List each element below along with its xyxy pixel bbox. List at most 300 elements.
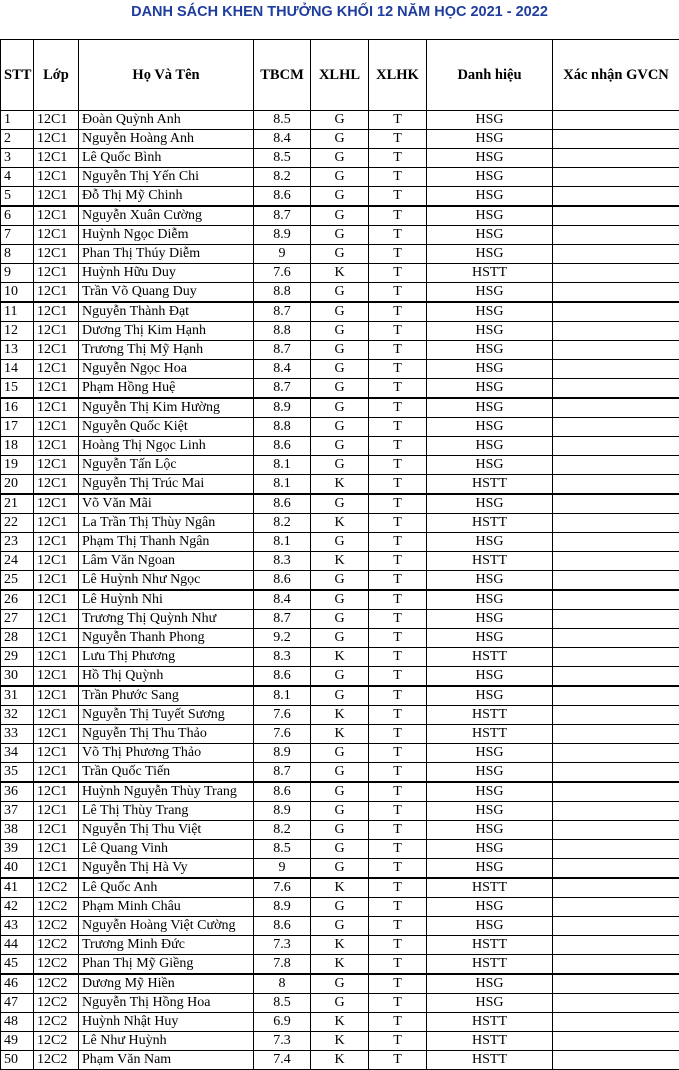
table-row <box>1 744 679 763</box>
cell-class: 12C1 <box>34 283 79 303</box>
cell-class: 12C1 <box>34 149 79 168</box>
table-row <box>1 648 679 667</box>
cell-xlhl: G <box>311 245 369 264</box>
cell-class: 12C1 <box>34 322 79 341</box>
cell-stt: 46 <box>1 974 34 994</box>
table-row <box>1 782 679 802</box>
cell-teacher-confirm <box>553 533 679 552</box>
table-row <box>1 418 679 437</box>
cell-xlhl: G <box>311 494 369 514</box>
cell-class: 12C1 <box>34 494 79 514</box>
cell-xlhl: K <box>311 725 369 744</box>
cell-xlhl: G <box>311 898 369 917</box>
cell-class: 12C2 <box>34 898 79 917</box>
cell-xlhk: T <box>369 782 427 802</box>
cell-xlhk: T <box>369 1051 427 1070</box>
cell-stt: 22 <box>1 514 34 533</box>
cell-xlhl: G <box>311 322 369 341</box>
cell-tbcm: 7.3 <box>254 1032 311 1051</box>
cell-xlhl: K <box>311 514 369 533</box>
table-row <box>1 437 679 456</box>
cell-xlhk: T <box>369 552 427 571</box>
cell-tbcm: 8.7 <box>254 341 311 360</box>
cell-name: Huỳnh Nguyễn Thùy Trang <box>79 782 254 802</box>
cell-name: Huỳnh Hữu Duy <box>79 264 254 283</box>
cell-tbcm: 8.7 <box>254 763 311 783</box>
cell-tbcm: 8.4 <box>254 130 311 149</box>
cell-tbcm: 8.3 <box>254 552 311 571</box>
cell-tbcm: 9.2 <box>254 629 311 648</box>
cell-title: HSG <box>427 379 553 399</box>
cell-name: Trần Phước Sang <box>79 686 254 706</box>
cell-xlhk: T <box>369 341 427 360</box>
cell-xlhk: T <box>369 763 427 783</box>
cell-teacher-confirm <box>553 763 679 783</box>
cell-xlhl: G <box>311 130 369 149</box>
cell-xlhl: G <box>311 226 369 245</box>
cell-stt: 26 <box>1 590 34 610</box>
cell-name: Phạm Thị Thanh Ngân <box>79 533 254 552</box>
cell-teacher-confirm <box>553 782 679 802</box>
cell-xlhk: T <box>369 1032 427 1051</box>
cell-name: Nguyễn Ngọc Hoa <box>79 360 254 379</box>
cell-xlhk: T <box>369 226 427 245</box>
cell-stt: 10 <box>1 283 34 303</box>
cell-xlhk: T <box>369 168 427 187</box>
cell-class: 12C1 <box>34 744 79 763</box>
cell-class: 12C1 <box>34 840 79 859</box>
cell-name: Phạm Minh Châu <box>79 898 254 917</box>
cell-xlhl: K <box>311 706 369 725</box>
table-row <box>1 590 679 610</box>
table-row <box>1 168 679 187</box>
table-row <box>1 667 679 687</box>
cell-class: 12C1 <box>34 245 79 264</box>
cell-name: Dương Thị Kim Hạnh <box>79 322 254 341</box>
cell-title: HSG <box>427 821 553 840</box>
cell-name: Lê Quốc Anh <box>79 878 254 898</box>
cell-title: HSG <box>427 130 553 149</box>
cell-name: Nguyễn Hoàng Việt Cường <box>79 917 254 936</box>
cell-title: HSG <box>427 398 553 418</box>
cell-class: 12C2 <box>34 1051 79 1070</box>
cell-title: HSG <box>427 974 553 994</box>
cell-stt: 38 <box>1 821 34 840</box>
cell-class: 12C1 <box>34 168 79 187</box>
cell-teacher-confirm <box>553 917 679 936</box>
cell-name: Nguyễn Thị Kim Hường <box>79 398 254 418</box>
cell-xlhl: G <box>311 111 369 130</box>
cell-xlhl: G <box>311 187 369 207</box>
cell-tbcm: 8.6 <box>254 667 311 687</box>
cell-teacher-confirm <box>553 283 679 303</box>
cell-stt: 18 <box>1 437 34 456</box>
table-row <box>1 187 679 207</box>
cell-tbcm: 7.8 <box>254 955 311 975</box>
cell-class: 12C1 <box>34 206 79 226</box>
table-row <box>1 514 679 533</box>
cell-teacher-confirm <box>553 667 679 687</box>
cell-xlhl: G <box>311 802 369 821</box>
cell-tbcm: 8.9 <box>254 226 311 245</box>
cell-tbcm: 7.6 <box>254 878 311 898</box>
cell-class: 12C1 <box>34 859 79 879</box>
cell-title: HSG <box>427 302 553 322</box>
cell-name: Trương Thị Mỹ Hạnh <box>79 341 254 360</box>
cell-tbcm: 8.3 <box>254 648 311 667</box>
cell-stt: 39 <box>1 840 34 859</box>
cell-teacher-confirm <box>553 821 679 840</box>
cell-stt: 49 <box>1 1032 34 1051</box>
cell-xlhl: G <box>311 149 369 168</box>
cell-stt: 14 <box>1 360 34 379</box>
cell-xlhl: G <box>311 206 369 226</box>
cell-name: Lê Huỳnh Nhi <box>79 590 254 610</box>
cell-tbcm: 8.6 <box>254 494 311 514</box>
cell-teacher-confirm <box>553 341 679 360</box>
cell-stt: 37 <box>1 802 34 821</box>
cell-xlhl: G <box>311 994 369 1013</box>
cell-xlhk: T <box>369 360 427 379</box>
cell-stt: 20 <box>1 475 34 495</box>
cell-teacher-confirm <box>553 111 679 130</box>
cell-class: 12C2 <box>34 1032 79 1051</box>
cell-name: Phan Thị Mỹ Giềng <box>79 955 254 975</box>
table-row <box>1 283 679 303</box>
cell-stt: 25 <box>1 571 34 591</box>
cell-class: 12C1 <box>34 514 79 533</box>
cell-name: Phạm Hồng Huệ <box>79 379 254 399</box>
cell-title: HSG <box>427 283 553 303</box>
col-header-tbcm: TBCM <box>254 40 311 111</box>
cell-teacher-confirm <box>553 187 679 207</box>
table-row <box>1 206 679 226</box>
cell-xlhk: T <box>369 917 427 936</box>
page-title: DANH SÁCH KHEN THƯỞNG KHỐI 12 NĂM HỌC 2021 - 2022 <box>0 0 679 24</box>
cell-tbcm: 8.9 <box>254 802 311 821</box>
cell-xlhl: K <box>311 936 369 955</box>
cell-xlhl: K <box>311 552 369 571</box>
cell-tbcm: 8.5 <box>254 149 311 168</box>
cell-title: HSG <box>427 360 553 379</box>
cell-title: HSG <box>427 437 553 456</box>
cell-class: 12C2 <box>34 878 79 898</box>
table-row <box>1 955 679 975</box>
cell-class: 12C1 <box>34 725 79 744</box>
table-row <box>1 494 679 514</box>
cell-title: HSG <box>427 456 553 475</box>
table-row <box>1 322 679 341</box>
cell-xlhl: K <box>311 264 369 283</box>
cell-name: Nguyễn Thị Hà Vy <box>79 859 254 879</box>
cell-title: HSTT <box>427 475 553 495</box>
cell-stt: 41 <box>1 878 34 898</box>
cell-teacher-confirm <box>553 974 679 994</box>
cell-stt: 31 <box>1 686 34 706</box>
cell-stt: 30 <box>1 667 34 687</box>
cell-tbcm: 8.6 <box>254 187 311 207</box>
cell-xlhl: G <box>311 571 369 591</box>
cell-teacher-confirm <box>553 130 679 149</box>
cell-xlhk: T <box>369 187 427 207</box>
cell-teacher-confirm <box>553 475 679 495</box>
cell-xlhk: T <box>369 206 427 226</box>
cell-class: 12C1 <box>34 418 79 437</box>
cell-tbcm: 7.6 <box>254 725 311 744</box>
cell-teacher-confirm <box>553 398 679 418</box>
cell-teacher-confirm <box>553 437 679 456</box>
cell-teacher-confirm <box>553 744 679 763</box>
cell-xlhl: G <box>311 974 369 994</box>
cell-teacher-confirm <box>553 418 679 437</box>
cell-name: Lê Thị Thùy Trang <box>79 802 254 821</box>
cell-name: Lưu Thị Phương <box>79 648 254 667</box>
table-row <box>1 1013 679 1032</box>
cell-tbcm: 8.7 <box>254 610 311 629</box>
cell-name: Nguyễn Quốc Kiệt <box>79 418 254 437</box>
cell-tbcm: 8.5 <box>254 994 311 1013</box>
cell-xlhk: T <box>369 245 427 264</box>
table-row <box>1 302 679 322</box>
cell-title: HSTT <box>427 552 553 571</box>
cell-tbcm: 8.4 <box>254 360 311 379</box>
cell-stt: 16 <box>1 398 34 418</box>
cell-tbcm: 8.1 <box>254 533 311 552</box>
cell-xlhl: K <box>311 1051 369 1070</box>
cell-stt: 8 <box>1 245 34 264</box>
cell-class: 12C1 <box>34 552 79 571</box>
cell-xlhk: T <box>369 706 427 725</box>
table-row <box>1 821 679 840</box>
cell-stt: 13 <box>1 341 34 360</box>
cell-xlhk: T <box>369 840 427 859</box>
cell-name: Trương Minh Đức <box>79 936 254 955</box>
cell-xlhk: T <box>369 648 427 667</box>
cell-xlhl: K <box>311 1032 369 1051</box>
cell-teacher-confirm <box>553 379 679 399</box>
cell-teacher-confirm <box>553 1013 679 1032</box>
cell-name: Võ Thị Phương Thảo <box>79 744 254 763</box>
cell-xlhk: T <box>369 322 427 341</box>
cell-name: Lâm Văn Ngoan <box>79 552 254 571</box>
col-header-title: Danh hiệu <box>427 40 553 111</box>
cell-class: 12C1 <box>34 302 79 322</box>
col-header-xlhk: XLHK <box>369 40 427 111</box>
cell-stt: 17 <box>1 418 34 437</box>
table-row <box>1 552 679 571</box>
cell-xlhl: G <box>311 744 369 763</box>
cell-stt: 33 <box>1 725 34 744</box>
cell-xlhl: G <box>311 821 369 840</box>
col-header-class: Lớp <box>34 40 79 111</box>
cell-tbcm: 7.6 <box>254 264 311 283</box>
table-row <box>1 706 679 725</box>
cell-xlhl: G <box>311 456 369 475</box>
cell-tbcm: 8.5 <box>254 111 311 130</box>
cell-title: HSTT <box>427 878 553 898</box>
cell-name: Lê Như Huỳnh <box>79 1032 254 1051</box>
cell-stt: 15 <box>1 379 34 399</box>
cell-stt: 5 <box>1 187 34 207</box>
cell-tbcm: 7.6 <box>254 706 311 725</box>
cell-stt: 12 <box>1 322 34 341</box>
table-body <box>1 111 679 1070</box>
cell-xlhl: G <box>311 840 369 859</box>
cell-class: 12C1 <box>34 341 79 360</box>
cell-name: Nguyễn Thanh Phong <box>79 629 254 648</box>
cell-xlhk: T <box>369 974 427 994</box>
cell-class: 12C1 <box>34 475 79 495</box>
table-row <box>1 610 679 629</box>
table-row <box>1 245 679 264</box>
table-row <box>1 456 679 475</box>
cell-stt: 3 <box>1 149 34 168</box>
cell-stt: 1 <box>1 111 34 130</box>
cell-teacher-confirm <box>553 245 679 264</box>
cell-xlhl: G <box>311 610 369 629</box>
cell-xlhk: T <box>369 264 427 283</box>
cell-xlhl: K <box>311 955 369 975</box>
cell-class: 12C1 <box>34 111 79 130</box>
cell-xlhl: G <box>311 667 369 687</box>
cell-stt: 11 <box>1 302 34 322</box>
cell-xlhl: K <box>311 878 369 898</box>
cell-tbcm: 8.9 <box>254 898 311 917</box>
cell-name: Đỗ Thị Mỹ Chinh <box>79 187 254 207</box>
cell-name: Nguyễn Tấn Lộc <box>79 456 254 475</box>
cell-class: 12C1 <box>34 571 79 591</box>
cell-class: 12C2 <box>34 1013 79 1032</box>
cell-name: Lê Quốc Bình <box>79 149 254 168</box>
cell-xlhk: T <box>369 936 427 955</box>
cell-stt: 35 <box>1 763 34 783</box>
cell-class: 12C1 <box>34 130 79 149</box>
cell-stt: 34 <box>1 744 34 763</box>
cell-xlhk: T <box>369 533 427 552</box>
table-row <box>1 130 679 149</box>
cell-title: HSG <box>427 226 553 245</box>
cell-name: Huỳnh Nhật Huy <box>79 1013 254 1032</box>
cell-title: HSG <box>427 590 553 610</box>
cell-xlhk: T <box>369 821 427 840</box>
cell-stt: 43 <box>1 917 34 936</box>
cell-stt: 42 <box>1 898 34 917</box>
table-row <box>1 475 679 495</box>
cell-stt: 29 <box>1 648 34 667</box>
cell-stt: 50 <box>1 1051 34 1070</box>
cell-name: Nguyễn Hoàng Anh <box>79 130 254 149</box>
cell-title: HSG <box>427 245 553 264</box>
table-row <box>1 341 679 360</box>
cell-class: 12C2 <box>34 955 79 975</box>
table-row <box>1 264 679 283</box>
cell-name: Võ Văn Mãi <box>79 494 254 514</box>
cell-title: HSG <box>427 686 553 706</box>
cell-stt: 45 <box>1 955 34 975</box>
cell-name: Trần Quốc Tiến <box>79 763 254 783</box>
cell-title: HSG <box>427 111 553 130</box>
cell-teacher-confirm <box>553 648 679 667</box>
cell-teacher-confirm <box>553 571 679 591</box>
cell-xlhk: T <box>369 398 427 418</box>
table-row <box>1 149 679 168</box>
cell-title: HSG <box>427 629 553 648</box>
table-row <box>1 994 679 1013</box>
cell-class: 12C1 <box>34 360 79 379</box>
cell-title: HSTT <box>427 1013 553 1032</box>
cell-title: HSG <box>427 667 553 687</box>
cell-teacher-confirm <box>553 936 679 955</box>
cell-xlhk: T <box>369 744 427 763</box>
cell-name: Nguyễn Thị Trúc Mai <box>79 475 254 495</box>
cell-tbcm: 7.3 <box>254 936 311 955</box>
cell-stt: 23 <box>1 533 34 552</box>
cell-name: Nguyễn Thành Đạt <box>79 302 254 322</box>
cell-xlhk: T <box>369 994 427 1013</box>
cell-teacher-confirm <box>553 149 679 168</box>
cell-title: HSTT <box>427 706 553 725</box>
cell-xlhk: T <box>369 571 427 591</box>
cell-xlhk: T <box>369 149 427 168</box>
table-row <box>1 571 679 591</box>
table-row <box>1 898 679 917</box>
cell-class: 12C2 <box>34 917 79 936</box>
cell-title: HSG <box>427 322 553 341</box>
table-row <box>1 686 679 706</box>
cell-name: Hoàng Thị Ngọc Linh <box>79 437 254 456</box>
cell-class: 12C1 <box>34 763 79 783</box>
cell-tbcm: 8.1 <box>254 456 311 475</box>
cell-teacher-confirm <box>553 859 679 879</box>
cell-title: HSTT <box>427 725 553 744</box>
cell-teacher-confirm <box>553 725 679 744</box>
cell-name: Hồ Thị Quỳnh <box>79 667 254 687</box>
cell-xlhk: T <box>369 1013 427 1032</box>
cell-xlhl: G <box>311 379 369 399</box>
cell-title: HSG <box>427 763 553 783</box>
col-header-name: Họ Và Tên <box>79 40 254 111</box>
cell-tbcm: 8.7 <box>254 379 311 399</box>
cell-name: Nguyễn Thị Tuyết Sương <box>79 706 254 725</box>
cell-teacher-confirm <box>553 302 679 322</box>
cell-class: 12C2 <box>34 936 79 955</box>
cell-title: HSTT <box>427 264 553 283</box>
cell-class: 12C1 <box>34 610 79 629</box>
cell-xlhk: T <box>369 283 427 303</box>
cell-title: HSG <box>427 917 553 936</box>
cell-class: 12C1 <box>34 706 79 725</box>
cell-xlhk: T <box>369 456 427 475</box>
cell-stt: 19 <box>1 456 34 475</box>
cell-title: HSTT <box>427 1051 553 1070</box>
cell-xlhl: G <box>311 859 369 879</box>
cell-xlhk: T <box>369 898 427 917</box>
cell-xlhk: T <box>369 610 427 629</box>
cell-teacher-confirm <box>553 514 679 533</box>
cell-name: Phan Thị Thúy Diễm <box>79 245 254 264</box>
cell-tbcm: 8.7 <box>254 206 311 226</box>
cell-stt: 4 <box>1 168 34 187</box>
cell-name: Phạm Văn Nam <box>79 1051 254 1070</box>
cell-xlhk: T <box>369 130 427 149</box>
cell-teacher-confirm <box>553 706 679 725</box>
award-table <box>0 39 679 1070</box>
table-row <box>1 725 679 744</box>
cell-class: 12C2 <box>34 974 79 994</box>
cell-stt: 9 <box>1 264 34 283</box>
cell-xlhk: T <box>369 955 427 975</box>
cell-title: HSTT <box>427 514 553 533</box>
